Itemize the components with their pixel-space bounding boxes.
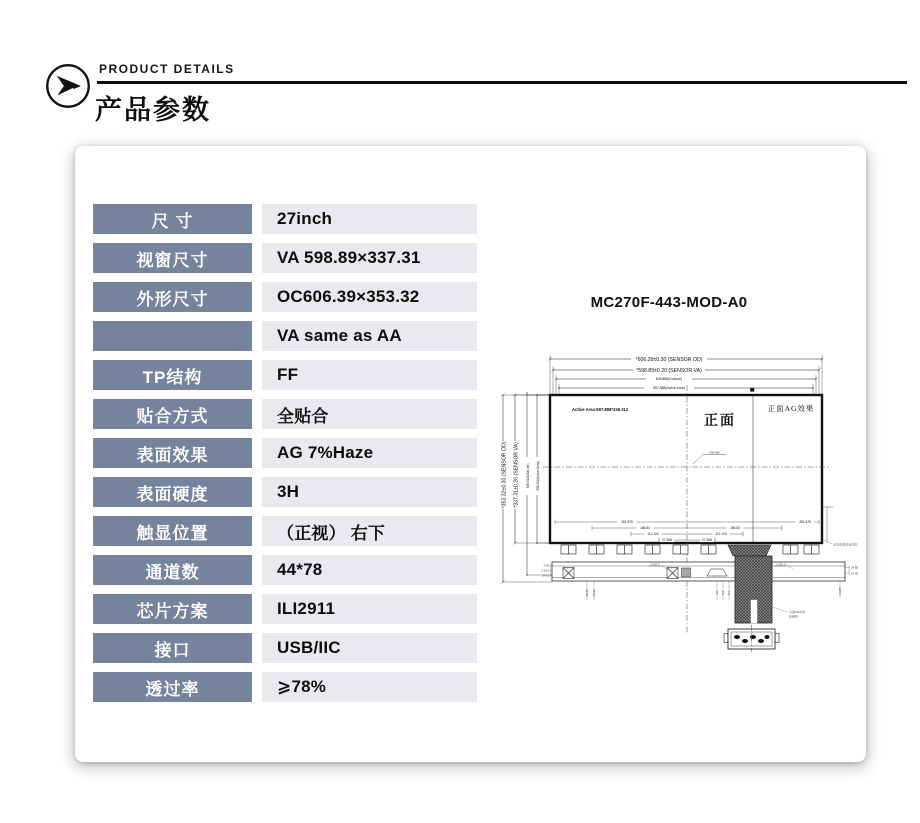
spec-row — [93, 672, 479, 702]
section-kicker: PRODUCT DETAILS — [99, 62, 235, 76]
connector-detail — [724, 625, 779, 652]
spec-value: ILI2911 — [262, 594, 477, 624]
dim-bottom: 261.576 — [799, 520, 811, 525]
spec-row — [93, 282, 479, 312]
spec-value: FF — [262, 360, 477, 390]
corner-note: 此处贴黑色遮光胶 — [833, 542, 858, 547]
ag-effect-label: 正面AG效果 — [767, 404, 815, 413]
page-title: 产品参数 — [95, 95, 211, 125]
dim-bottom: 186.84 — [730, 526, 740, 531]
hole-callout-right: 2-Ø2.5 — [776, 562, 786, 567]
spec-label: 通道数 — [93, 555, 252, 585]
product-card — [75, 146, 866, 762]
spec-label: 触显位置 — [93, 516, 252, 546]
bottom-strip — [552, 562, 845, 581]
spec-value: 3H — [262, 477, 477, 507]
spec-label: TP结构 — [93, 360, 252, 390]
dim-active-v: 336.312(Active Area) — [535, 461, 540, 491]
micro-dim: 30.26 — [585, 589, 589, 597]
side-dims-left — [541, 564, 552, 578]
dim-sensor-od-h: *606.39±0.30 (SENSOR OD) — [635, 357, 703, 363]
spec-label — [93, 321, 252, 351]
dim-bottom: 186.84 — [640, 526, 650, 531]
dim-bottom: 112.104 — [715, 532, 727, 537]
spec-value: 全贴合 — [262, 399, 477, 429]
micro-dim: 24.35 — [592, 589, 596, 597]
micro-dim: 4.35 — [543, 563, 549, 568]
spec-label: 透过率 — [93, 672, 252, 702]
front-view-label: 正面 — [704, 412, 736, 428]
center-note: 606.486 — [709, 450, 720, 455]
spec-row — [93, 399, 479, 429]
spec-value: OC606.39×353.32 — [262, 282, 477, 312]
micro-dim: 24.35 — [851, 571, 858, 576]
fpc-note-line2: 粘硬胶 — [789, 614, 799, 619]
spec-row — [93, 321, 479, 351]
micro-dim: 2-10.5 — [541, 568, 549, 573]
spec-label: 贴合方式 — [93, 399, 252, 429]
dim-active-h: 597.888(Active Area) — [653, 385, 685, 390]
corner-note-group — [822, 539, 859, 547]
spec-label: 外形尺寸 — [93, 282, 252, 312]
side-dims-right — [845, 566, 858, 576]
below-strip-dims — [585, 582, 842, 601]
dim-sensor-od-v: *353.32±0.30 (SENSOR OD) — [501, 441, 508, 509]
strip-component — [682, 568, 691, 577]
top-edge-mark — [750, 388, 754, 392]
sensor-outline-rect — [550, 395, 822, 543]
spec-label: 尺 寸 — [93, 204, 252, 234]
dim-bottom: 112.104 — [647, 532, 659, 537]
spec-label: 接口 — [93, 633, 252, 663]
spec-row — [93, 594, 479, 624]
drawing-model-title: MC270F-443-MOD-A0 — [590, 294, 748, 311]
spec-label: 表面硬度 — [93, 477, 252, 507]
spec-value: VA same as AA — [262, 321, 477, 351]
top-dimension-lines — [549, 356, 824, 390]
spec-value: AG 7%Haze — [262, 438, 477, 468]
spec-value: VA 598.89×337.31 — [262, 243, 477, 273]
dim-outline-h: 605.888(OutLine) — [655, 376, 683, 381]
dim-sensor-va-h: *598.89±0.20 (SENSOR VA) — [636, 368, 702, 374]
micro-dim: 24.85 — [851, 565, 858, 570]
spec-row — [93, 477, 479, 507]
fpc-shoulder — [728, 545, 771, 556]
micro-dim: 6.2 — [727, 591, 731, 595]
dim-bottom: 27.368 — [702, 538, 712, 543]
spec-value: ⩾78% — [262, 672, 477, 702]
spec-label: 视窗尺寸 — [93, 243, 252, 273]
dim-outline-v: 348.312(OutLine) — [525, 463, 530, 489]
spec-row — [93, 360, 479, 390]
fpc-slot — [751, 600, 757, 623]
active-area-label: Active Area:597.888*336.312 — [572, 407, 629, 412]
spec-row — [93, 438, 479, 468]
micro-dim: 4.2 — [715, 591, 719, 595]
arrow-play-icon — [44, 62, 92, 110]
dim-bottom: 261.576 — [621, 520, 633, 525]
spec-value: USB/IIC — [262, 633, 477, 663]
spec-value: （正视） 右下 — [262, 516, 477, 546]
micro-dim: 5.2 — [721, 591, 725, 595]
spec-table — [93, 204, 479, 711]
spec-row — [93, 555, 479, 585]
bottom-pads — [561, 545, 819, 554]
spec-row — [93, 633, 479, 663]
fpc-note-group — [772, 607, 806, 619]
dim-bottom: 27.368 — [662, 538, 672, 543]
header-divider — [97, 81, 907, 84]
spec-row — [93, 516, 479, 546]
fpc-note-line1: 双面3M背胶 — [789, 610, 806, 614]
dim-sensor-va-v: *337.31±0.20 (SENSOR VA) — [513, 442, 520, 508]
micro-dim: 24.35 — [542, 573, 549, 578]
fpc-tail — [735, 556, 772, 623]
spec-label: 表面效果 — [93, 438, 252, 468]
left-dimension-lines — [500, 392, 540, 584]
spec-row — [93, 243, 479, 273]
technical-drawing — [495, 285, 865, 715]
spec-value: 44*78 — [262, 555, 477, 585]
spec-row — [93, 204, 479, 234]
hole-callout-left: 2-Ø3.5 — [650, 562, 660, 567]
micro-dim: 24.85 — [838, 587, 842, 595]
spec-label: 芯片方案 — [93, 594, 252, 624]
spec-value: 27inch — [262, 204, 477, 234]
